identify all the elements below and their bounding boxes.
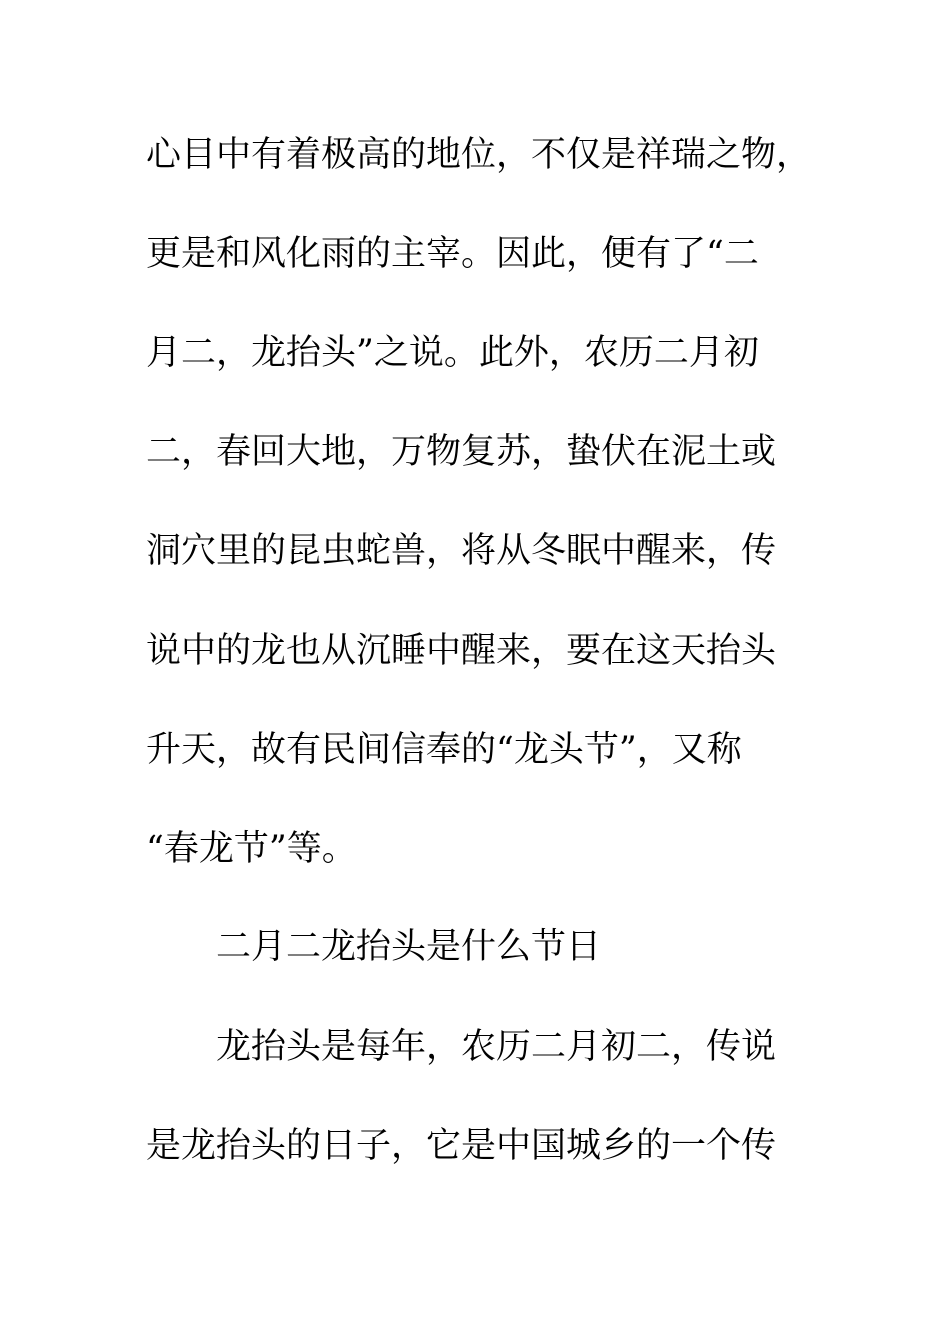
text-line: 心目中有着极高的地位，不仅是祥瑞之物， [146, 135, 812, 175]
text-line: 更是和风化雨的主宰。因此，便有了“二 [146, 234, 759, 274]
text-line: 龙抬头是每年，农历二月初二，传说 [216, 1027, 777, 1067]
text-line: 月二，龙抬头”之说。此外，农历二月初 [146, 333, 759, 373]
text-line: “春龙节”等。 [146, 829, 357, 869]
text-line: 二，春回大地，万物复苏，蛰伏在泥土或 [146, 432, 777, 472]
text-line: 说中的龙也从沉睡中醒来，要在这天抬头 [146, 631, 777, 671]
section-heading: 二月二龙抬头是什么节日 [216, 927, 602, 967]
text-line: 是龙抬头的日子，它是中国城乡的一个传 [146, 1126, 777, 1166]
text-line: 洞穴里的昆虫蛇兽，将从冬眠中醒来，传 [146, 531, 777, 571]
text-line: 升天，故有民间信奉的“龙头节”，又称 [146, 730, 742, 770]
